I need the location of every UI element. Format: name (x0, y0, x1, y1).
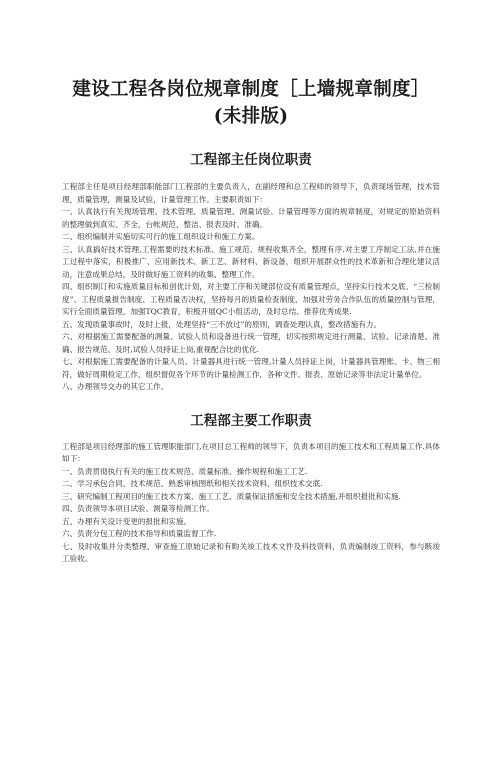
paragraph: 三、研究编制工程项目的施工技术方案、施工工艺、质量保证措施和安全技术措施,并组织报批和实施. (62, 491, 401, 501)
paragraph: 四、负责领导本项目试验、测量等检测工作。 (62, 504, 214, 513)
paragraph: 七、对根据施工需要配备的计量人员、计量器具进行统一管理,计量人员持证上岗，计量器具管理账、卡、物三相符，做好周期检定工作，组织督促各个环节的计量检测工作，各种文件、报表、原始记录等非法定计量单位。 (62, 357, 440, 379)
paragraph: 五、发现质量事故时，及时上报，处理坚持“三不放过”的原则，调查处理认真，整改措施有力。 (62, 319, 382, 329)
paragraph: 三、认真搞好技术管理,工程需要的技术标准、施工规范、规程收集齐全，整理有序.对主要工序制定工法,并在施工过程中落实，积极推广、应用新技术、新工艺、新材料、新设备，组织开展群众性的技术革新和合理化建议活动，注意成果总结，及时做好施工资料的收集、整理工作。 (62, 244, 440, 279)
document-page (0, 76, 500, 783)
paragraph: 工程部主任是项目经理部职能部门工程部的主要负责人，在副经理和总工程师的领导下，负责现场管理，技术管理，质量管理，测量及试验，计量管理工作。主要职责如下： (62, 182, 440, 204)
paragraph: 五、办理有关设计变更的报批和实施。 (62, 516, 192, 526)
section-heading: 工程部主任岗位职责 (190, 152, 312, 168)
section-director-duties (62, 151, 440, 394)
paragraph: 二、组织编制并实施切实可行的施工组织设计和施工方案。 (62, 232, 260, 241)
paragraph: 六、负责分包工程的技术指导和质量监督工作. (62, 529, 217, 538)
paragraph: 一、负责贯彻执行有关的施工技术规范、质量标准、操作规程和施工工艺. (62, 466, 308, 476)
document-title (62, 76, 440, 130)
paragraph: 一、认真执行有关现场管理、技术管理、质量管理、测量试验、计量管理等方面的规章制度，对规定的原始资料的整理做到真实、齐全，台帐规范、整洁、报表及时、准确。 (62, 207, 440, 229)
paragraph: 七、及时收集并分类整理、审查施工原始记录和有畇关竣工技术文件及科技资料，负责编制竣工资料，参与畡竣工验收。 (62, 541, 440, 563)
paragraph: 六、对根据施工需要配备的测量、试验人员和设备进行统一管理，切实按照规定进行测量、试验、记录清楚、准确、报告规范、及时,试验人员持证上岗,重视配合比的优化. (62, 332, 440, 354)
paragraph: 八、办理领导交办的其它工作。 (62, 382, 169, 391)
title-line-1: 建设工程各岗位规章制度［上墙规章制度］ (72, 79, 430, 100)
paragraph: 工程部是项目经理部的施工管理职能部门,在项目总工程师的领导下，负责本项目的施工技术和工程质量工作.具体如下： (62, 441, 440, 463)
paragraph: 二、学习承包合同、技术规范、熟悉审核图纸和相关技术资料、组织技术交底. (62, 479, 323, 488)
title-line-2: (未排版) (213, 106, 289, 127)
paragraph: 四、组织制订和实施质量目标和创优计划，对主要工序和关键部位设有质量管理点，坚持实行技术交底、“三检制度”、工程质量报告制度、工程质量否决权，坚持每月的质量检查制度，加强对劳务合作队伍的质量控制与管理，实行全面质量管理，加强TQC教育，积极开展QC小组活动，及时总结、推荐优秀成果. (62, 282, 440, 316)
section-department-duties (62, 412, 440, 566)
section-heading: 工程部主要工作职责 (190, 412, 312, 429)
